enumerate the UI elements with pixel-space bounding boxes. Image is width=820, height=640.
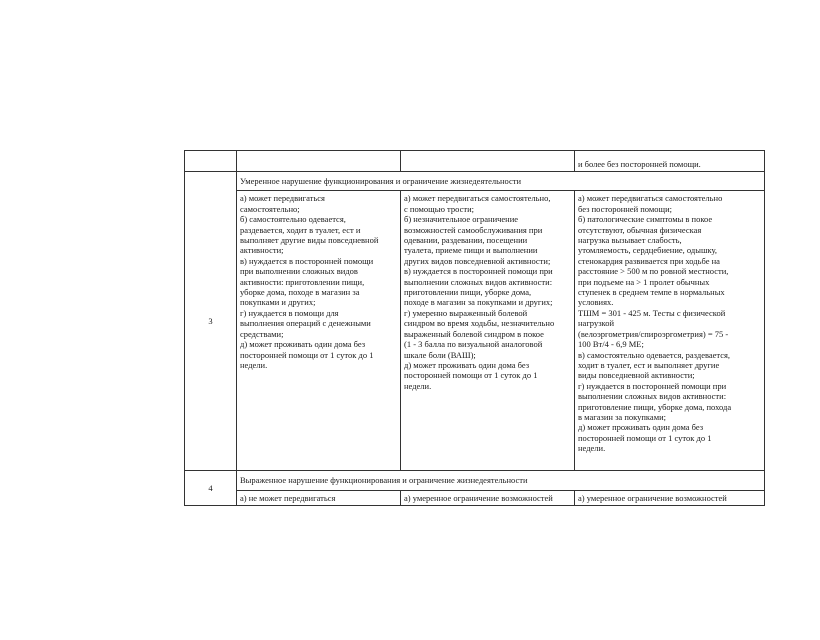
text-line: а) может передвигаться [240,193,325,204]
text-line: а) может передвигаться самостоятельно [578,193,723,204]
table-row [185,471,765,490]
text-line: ступенек в среднем темпе в нормальных [578,287,725,298]
text-line: недели. [240,359,268,370]
text-line: возможностей самообслуживания при [404,224,543,235]
text-line: без посторонней помощи; [578,203,672,214]
section-3-col-c [575,191,765,471]
classification-table [184,150,765,506]
text-line: выполнении сложных видов активности: [578,391,727,402]
section-4-col-c: а) умеренное ограничение возможностей [575,490,765,505]
text-line: (1 - 3 балла по визуальной аналоговой [404,339,543,350]
top-num-cell [185,151,237,172]
text-line: (велоэргометрия/спироэргометрия) = 75 - [578,328,729,339]
text-line: б) незначительное ограничение [404,214,519,225]
table-row [185,191,765,471]
text-line: а) может передвигаться самостоятельно, [404,193,551,204]
text-line: недели. [404,380,432,391]
table-row [185,172,765,191]
text-line: посторонней помощи от 1 суток до 1 [578,432,712,443]
text-line: при подъеме на > 1 пролет обычных [578,276,710,287]
text-line: приготовлении пищи, уборке дома, [404,287,532,298]
text-line: условиях. [578,297,614,308]
text-line: г) умеренно выраженный болевой [404,307,528,318]
text-line: д) может проживать один дома без [240,339,366,350]
text-line: д) может проживать один дома без [578,422,704,433]
table-row [185,151,765,172]
text-line: посторонней помощи от 1 суток до 1 [404,370,538,381]
text-line: нагрузка вызывает слабость, [578,235,682,246]
text-line: уборке дома, походе в магазин за [240,287,360,298]
section-3-col-b [401,191,575,471]
text-line: выраженный болевой синдром в покое [404,328,544,339]
text-line: активности; [240,245,284,256]
text-line: самостоятельно; [240,203,300,214]
text-line: с помощью трости; [404,203,474,214]
text-line: посторонней помощи от 1 суток до 1 [240,349,374,360]
text-line: одевании, раздевании, посещении [404,235,528,246]
text-line: г) нуждается в помощи для [240,307,339,318]
text-line: покупками и других; [240,297,316,308]
text-line: средствами; [240,328,284,339]
text-line: туалета, приеме пищи и выполнении [404,245,538,256]
text-line: в) нуждается в посторонней помощи [240,255,374,266]
text-line: при выполнении сложных видов [240,266,358,277]
section-4-heading: Выраженное нарушение функционирования и ограничение жизнедеятельности [237,471,765,490]
table-row [185,490,765,505]
text-line: выполнения операций с денежными [240,318,371,329]
top-cell-a [237,151,401,172]
text-line: 100 Вт/4 - 6,9 МЕ; [578,339,644,350]
text-line: г) нуждается в посторонней помощи при [578,380,727,391]
text-line: стенокардия развивается при ходьбе на [578,255,720,266]
section-3-number: 3 [185,172,237,471]
section-3-heading: Умеренное нарушение функционирования и ограничение жизнедеятельности [237,172,765,191]
text-line: б) самостоятельно одевается, [240,214,346,225]
text-line: недели. [578,443,606,454]
section-4-col-a: а) не может передвигаться [237,490,401,505]
text-line: синдром во время ходьбы, незначительно [404,318,555,329]
text-line: утомляемость, сердцебиение, одышку, [578,245,718,256]
section-4-number: 4 [185,471,237,506]
text-line: других видов повседневной активности; [404,255,551,266]
text-line: ТШМ = 301 - 425 м. Тесты с физической [578,307,726,318]
text-line: в магазин за покупками; [578,411,666,422]
text-line: походе в магазин за покупками и других; [404,297,553,308]
text-line: виды повседневной активности; [578,370,695,381]
text-line: в) самостоятельно одевается, раздевается, [578,349,731,360]
text-line: ходит в туалет, ест и выполняет другие [578,359,720,370]
text-line: приготовление пищи, уборке дома, похода [578,401,732,412]
text-line: выполнении сложных видов активности: [404,276,553,287]
text-line: в) нуждается в посторонней помощи при [404,266,553,277]
top-cell-c: и более без посторонней помощи. [575,151,765,172]
text-line: отсутствуют, обычная физическая [578,224,702,235]
section-4-col-b: а) умеренное ограничение возможностей [401,490,575,505]
top-cell-b [401,151,575,172]
text-line: расстояние > 500 м по ровной местности, [578,266,729,277]
text-line: раздевается, ходит в туалет, ест и [240,224,361,235]
text-line: нагрузкой [578,318,615,329]
section-3-col-a [237,191,401,471]
text-line: активности: приготовлении пищи, [240,276,365,287]
text-line: выполняет другие виды повседневной [240,235,379,246]
text-line: б) патологические симптомы в покое [578,214,713,225]
text-line: шкале боли (ВАШ); [404,349,476,360]
text-line: д) может проживать один дома без [404,359,530,370]
